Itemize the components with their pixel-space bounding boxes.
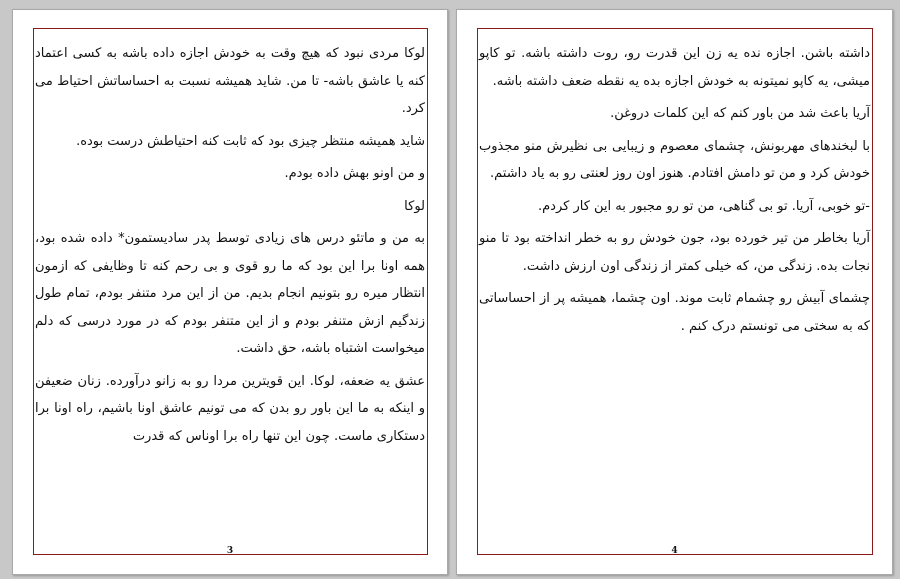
page-body-text — [479, 40, 870, 345]
paragraph: داشته باشن. اجازه نده یه زن این قدرت رو، روت داشته باشه. تو کاپو میشی، یه کاپو نمیتونه به خودش اجازه بده یه نقطه ضعف داشته باشه. — [479, 46, 870, 89]
paragraph: آریا باعث شد من باور کنم که این کلمات دروغن. — [610, 106, 870, 121]
paragraph: با لبخندهای مهربونش، چشمای معصوم و زیبایی بی نظیرش منو مجذوب خودش کرد و من تو دامش افتادم. هنوز اون روز لعنتی رو به یاد داشتم. — [479, 138, 870, 181]
paragraph: لوکا مردی نبود که هیچ وقت به خودش اجازه داده باشه به کسی اعتماد کنه یا عاشق باشه- تا من. شاید همیشه نسبت به احساساتش احتیاط می کرد. — [35, 46, 425, 116]
section-heading: لوکا — [404, 198, 425, 214]
paragraph: -تو خوبی، آریا. تو بی گناهی، من تو رو مجبور به این کار کردم. — [538, 198, 870, 214]
document-page-3 — [12, 9, 448, 575]
paragraph: آریا بخاطر من تیر خورده بود، جون خودش رو به خطر انداخته بود تا منو نجات بده. زندگی من، که خیلی کمتر از زندگی اون ارزش داشت. — [479, 231, 870, 274]
paragraph: به من و ماتئو درس های زیادی توسط پدر سادیستمون* داده شده بود، همه اونا برا این بود که ما رو قوی و بی رحم کنه تا وظایفی که ازمون انتظار میره رو بتونیم انجام بدیم. من از این مرد متنفر بودم، تمام طول زندگیم ازش متنفر بودم و از این متنفر بودم که در مورد درسی که دلم میخواست اشتباه باشه، حق داشت. — [35, 231, 425, 356]
page-number: 4 — [671, 546, 678, 556]
page-body-text — [35, 40, 425, 455]
paragraph: و من اونو بهش داده بودم. — [284, 166, 425, 181]
document-page-4 — [456, 9, 893, 575]
paragraph: شاید همیشه منتظر چیزی بود که ثابت کنه احتیاطش درست بوده. — [76, 133, 425, 149]
paragraph: عشق یه ضعفه، لوکا. این قویترین مردا رو به زانو درآورده. زنان ضعیفن و اینکه به ما این باور رو بدن که می تونیم عاشق اونا باشیم، راه اونا برا دستکاری ماست. چون این تنها راه برا اوناس که قدرت — [35, 373, 425, 444]
page-number: 3 — [226, 546, 234, 556]
paragraph: چشمای آبیش رو چشمام ثابت موند. اون چشما، همیشه پر از احساساتی که به سختی می تونستم درک کنم . — [479, 291, 870, 334]
